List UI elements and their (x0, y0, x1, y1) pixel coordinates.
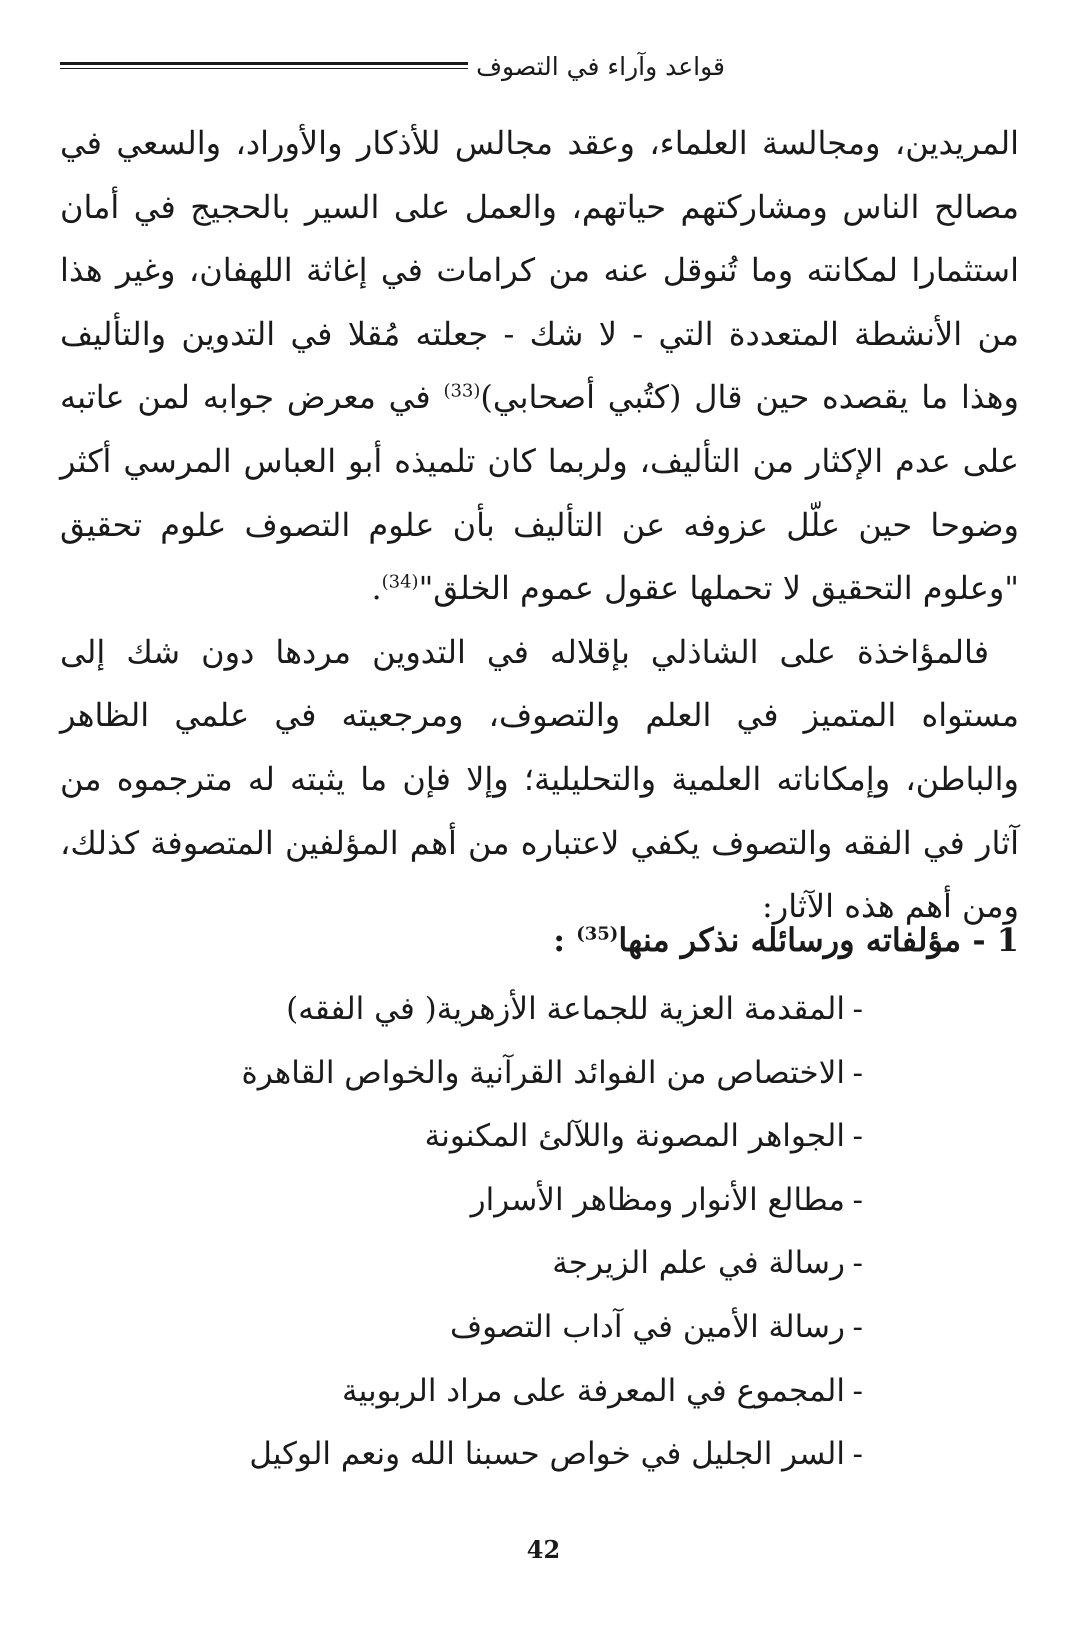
page-number: 42 (526, 1535, 561, 1564)
list-marker: - (852, 1436, 863, 1473)
list-item (60, 1296, 863, 1360)
paragraph-1-text-a: المريدين، ومجالسة العلماء، وعقد مجالس للأذكار والأوراد، والسعي في مصالح الناس ومشاركتهم حياتهم، والعمل على السير بالحجيج في أمان استثمارا لمكانته وما تُنوقل عنه من كرامات في إغاثة اللهفان، وغير هذا من الأنشطة المتعددة التي - لا شك - جعلته مُقلا في التدوين والتأليف وهذا ما يقصده حين قال (كتُبي أصحابي) (60, 124, 1020, 417)
works-list (60, 978, 863, 1487)
list-item (60, 1169, 863, 1233)
paragraph-1-text-c: . (371, 569, 382, 608)
footnote-ref-33: (33) (443, 380, 481, 402)
running-header (60, 46, 1025, 86)
list-item-text: مطالع الأنوار ومظاهر الأسرار (470, 1181, 845, 1218)
list-item (60, 1042, 863, 1106)
paragraph-1-text-b: في معرض جوابه لمن عاتبه على عدم الإكثار من التأليف، ولربما كان تلميذه أبو العباس المرسي أكثر وضوحا حين علّل عزوفه عن التأليف بأن علوم التصوف علوم تحقيق "وعلوم التحقيق لا تحملها عقول عموم الخلق" (60, 378, 1020, 608)
paragraph-2: فالمؤاخذة على الشاذلي بإقلاله في التدوين مردها دون شك إلى مستواه المتميز في العلم والتصوف، ومرجعيته في علمي الظاهر والباطن، وإمكاناته العلمية والتحليلية؛ وإلا فإن ما يثبته له مترجموه من آثار في الفقه والتصوف يكفي لاعتباره من أهم المؤلفين المتصوفة كذلك، ومن أهم هذه الآثار: (60, 632, 1020, 926)
list-item (60, 1105, 863, 1169)
section-heading-text: 1 - مؤلفاته ورسائله نذكر منها (618, 921, 1019, 959)
list-item-text: الجواهر المصونة واللآلئ المكنونة (424, 1118, 845, 1155)
list-item-text: المجموع في المعرفة على مراد الربوبية (342, 1372, 845, 1409)
list-marker: - (852, 1118, 863, 1155)
list-item-text: رسالة الأمين في آداب التصوف (449, 1308, 845, 1345)
list-marker: - (852, 991, 863, 1027)
header-double-rule (60, 61, 468, 71)
list-item (60, 1423, 863, 1487)
list-item-text: رسالة في علم الزيرجة (552, 1245, 845, 1282)
running-header-title: قواعد وآراء في التصوف (476, 51, 725, 81)
list-marker: - (852, 1181, 863, 1218)
list-item-text: المقدمة العزية للجماعة الأزهرية( في الفقه) (286, 991, 845, 1027)
list-marker: - (852, 1245, 863, 1282)
footnote-ref-35: (35) (576, 923, 619, 945)
main-body-text (60, 112, 1019, 939)
list-item (60, 978, 863, 1042)
list-marker: - (852, 1372, 863, 1409)
list-marker: - (852, 1308, 863, 1345)
list-item (60, 1360, 863, 1424)
list-marker: - (852, 1054, 863, 1091)
section-heading-works (60, 910, 1019, 970)
footnote-ref-34: (34) (381, 571, 419, 593)
section-heading-colon: : (553, 921, 577, 959)
list-item (60, 1232, 863, 1296)
paragraph-1 (60, 112, 1019, 621)
list-item-text: السر الجليل في خواص حسبنا الله ونعم الوكيل (249, 1436, 845, 1473)
list-item-text: الاختصاص من الفوائد القرآنية والخواص القاهرة (241, 1054, 845, 1091)
